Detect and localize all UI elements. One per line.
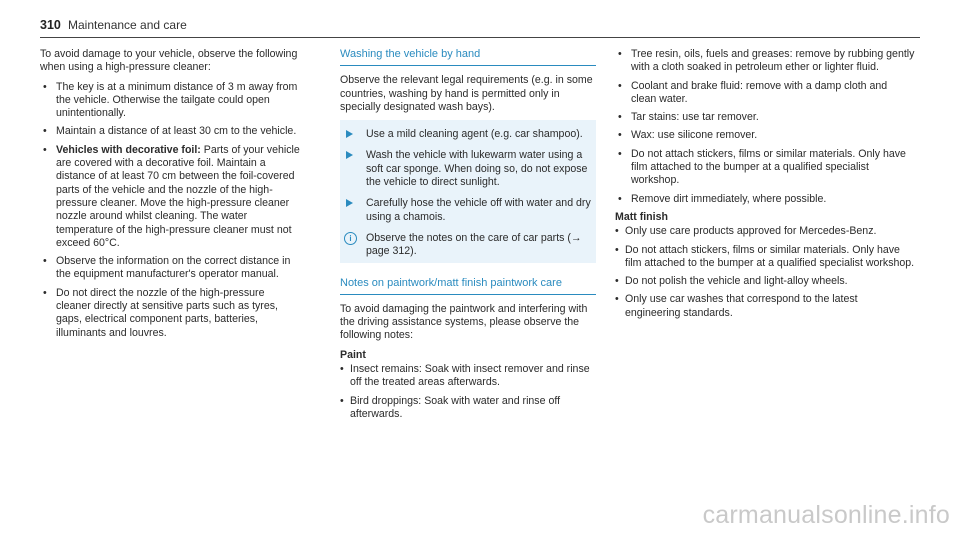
list-item-text: Tar stains: use tar remover. xyxy=(631,111,759,124)
list-item xyxy=(615,193,915,206)
list-item-text: Remove dirt immediately, where possible. xyxy=(631,192,827,205)
washing-intro: Observe the relevant legal requirements (e.g. in some countries, washing by hand is permitted only in specially designated wash bays). xyxy=(340,74,593,113)
step-arrow-icon xyxy=(346,199,353,207)
list-item xyxy=(615,111,915,124)
step-item xyxy=(340,149,596,189)
list-item-text: Tree resin, oils, fuels and greases: remove by rubbing gently with a cloth soaked in petroleum ether or lighter fluid. xyxy=(631,48,915,74)
column-middle xyxy=(340,48,596,426)
paint-section-heading: Notes on paintwork/matt finish paintwork care xyxy=(340,277,596,295)
list-item-text: Only use care products approved for Mercedes-Benz. xyxy=(625,225,877,238)
note-text[interactable]: Observe the notes on the care of car parts (→ page 312). xyxy=(366,231,582,258)
list-item-text: Only use car washes that correspond to the latest engineering standards. xyxy=(625,293,858,319)
matt-finish-list xyxy=(615,225,915,320)
list-item-text: Parts of your vehicle are covered with a decorative foil. Maintain a distance of at least 70 cm between the foil-covered parts of the vehicle and the nozzle of the high-pressure cleaner. Move the high-pressure cleaner nozzle around whilst cleaning. The water temperature of the high-pressure cleaner must not exceed 60°C. xyxy=(56,143,300,249)
paint-continued-list xyxy=(615,48,915,206)
matt-finish-subheading: Matt finish xyxy=(615,210,668,223)
list-item-text: Do not direct the nozzle of the high-pressure cleaner directly at sensitive parts such as tyres, gaps, electrical component parts, batteries, illuminants and louvres. xyxy=(56,286,278,339)
list-item-text: Do not attach stickers, films or similar materials. Only have film attached to the bumper at a qualified specialist workshop. xyxy=(625,243,915,269)
washing-steps xyxy=(340,120,596,262)
list-item-text: The key is at a minimum distance of 3 m away from the vehicle. Otherwise the tailgate could open unintentionally. xyxy=(56,80,298,120)
note-item xyxy=(340,232,596,259)
page-header xyxy=(40,18,920,40)
list-item-bold-label: Vehicles with decorative foil: xyxy=(56,143,201,156)
list-item xyxy=(340,363,596,390)
column-right xyxy=(615,48,915,325)
list-item xyxy=(40,144,302,250)
list-item-text: Maintain a distance of at least 30 cm to the vehicle. xyxy=(56,125,297,138)
section-title: Maintenance and care xyxy=(68,18,187,32)
column-left xyxy=(40,48,302,345)
step-arrow-icon xyxy=(346,130,353,138)
step-item xyxy=(340,197,596,224)
list-item xyxy=(340,395,596,422)
list-item-text: Do not polish the vehicle and light-alloy wheels. xyxy=(625,275,848,288)
list-item xyxy=(40,287,302,340)
header-divider xyxy=(40,37,920,38)
info-icon: i xyxy=(344,232,357,245)
list-item-text: Observe the information on the correct distance in the equipment manufacturer's operator manual. xyxy=(56,255,291,281)
list-item-text: Coolant and brake fluid: remove with a damp cloth and clean water. xyxy=(631,79,888,105)
paint-intro: To avoid damaging the paintwork and interfering with the driving assistance systems, please observe the following notes: xyxy=(340,302,588,342)
paint-subheading: Paint xyxy=(340,348,366,361)
page-number: 310 xyxy=(40,18,61,32)
list-item xyxy=(615,148,915,188)
list-item xyxy=(40,255,302,282)
list-item xyxy=(40,81,302,121)
step-text: Wash the vehicle with lukewarm water using a soft car sponge. When doing so, do not expose the vehicle to direct sunlight. xyxy=(366,149,588,189)
list-item-text: Bird droppings: Soak with water and rinse off afterwards. xyxy=(350,394,561,420)
watermark: carmanualsonline.info xyxy=(702,501,950,529)
paint-list xyxy=(340,363,596,421)
list-item xyxy=(615,225,915,238)
list-item-text: Do not attach stickers, films or similar materials. Only have film attached to the bumper at a qualified specialist workshop. xyxy=(631,147,906,187)
list-item xyxy=(615,293,915,320)
list-item xyxy=(615,48,915,75)
intro-paragraph: To avoid damage to your vehicle, observe the following when using a high-pressure cleaner: xyxy=(40,48,298,74)
step-arrow-icon xyxy=(346,151,353,159)
list-item-text: Insect remains: Soak with insect remover and rinse off the treated areas afterwards. xyxy=(350,363,590,389)
list-item xyxy=(615,80,915,107)
washing-section-heading: Washing the vehicle by hand xyxy=(340,48,596,66)
list-item xyxy=(615,244,915,271)
list-item-text: Wax: use silicone remover. xyxy=(631,129,758,142)
step-text: Carefully hose the vehicle off with water and dry using a chamois. xyxy=(366,197,591,223)
step-text: Use a mild cleaning agent (e.g. car shampoo). xyxy=(366,128,583,141)
list-item xyxy=(40,125,302,138)
step-item xyxy=(340,128,596,141)
high-pressure-list xyxy=(40,81,302,340)
list-item xyxy=(615,275,915,288)
list-item xyxy=(615,129,915,142)
